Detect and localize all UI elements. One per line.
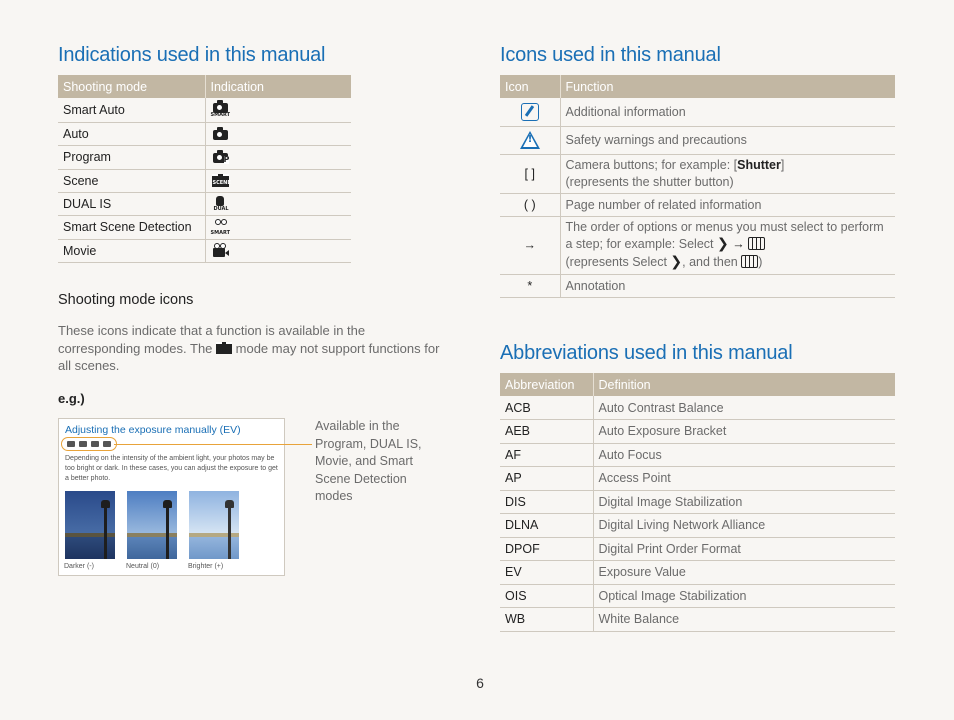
column-header: Definition [593, 373, 895, 396]
example-label: e.g.) [58, 391, 85, 406]
definition: Optical Image Stabilization [593, 584, 895, 608]
table-row [500, 98, 895, 126]
mode-name: Smart Scene Detection [58, 215, 205, 239]
chevron-right-icon: ❯ [716, 236, 729, 253]
definition: White Balance [593, 608, 895, 632]
table-header-row [500, 373, 895, 396]
abbreviation: DIS [500, 490, 593, 514]
shooting-mode-icons-heading: Shooting mode icons [58, 292, 194, 308]
abbreviation: AP [500, 467, 593, 491]
mode-name: Movie [58, 239, 205, 262]
caption-darker: Darker (-) [64, 563, 94, 570]
brighter-photo [189, 491, 239, 559]
symbol-parentheses: ( ) [500, 193, 560, 216]
definition: Digital Image Stabilization [593, 490, 895, 514]
definition: Digital Living Network Alliance [593, 514, 895, 538]
function-text: Camera buttons; for example: [Shutter] (represents the shutter button) [560, 154, 895, 193]
abbreviation: OIS [500, 584, 593, 608]
table-row [500, 467, 895, 491]
table-row [58, 169, 351, 192]
table-row [500, 420, 895, 444]
abbreviation: AEB [500, 420, 593, 444]
scene-icon [216, 342, 232, 354]
callout-line [114, 444, 312, 445]
page-number: 6 [476, 675, 484, 691]
table-row [500, 537, 895, 561]
sample-title: Adjusting the exposure manually (EV) [65, 424, 241, 436]
table-row [58, 122, 351, 145]
smart-scene-detection-icon: SMART [211, 219, 231, 235]
icons-title: Icons used in this manual [500, 44, 721, 66]
table-row [58, 192, 351, 215]
example-sample-box [58, 418, 285, 576]
caption-brighter: Brighter (+) [188, 563, 224, 570]
abbreviations-table [500, 373, 895, 632]
function-text: Page number of related information [560, 193, 895, 216]
darker-photo [65, 491, 115, 559]
shooting-mode-table [58, 75, 351, 263]
memo-icon [521, 103, 539, 121]
column-header: Shooting mode [58, 75, 205, 98]
symbol-arrow: → [500, 216, 560, 274]
shooting-mode-paragraph: These icons indicate that a function is available in the corresponding modes. The mode may not support functions for all scenes. [58, 323, 440, 373]
table-row [58, 215, 351, 239]
table-row [500, 561, 895, 585]
caption-neutral: Neutral (0) [126, 563, 160, 570]
auto-icon [211, 126, 231, 142]
definition: Digital Print Order Format [593, 537, 895, 561]
table-row [58, 98, 351, 122]
table-row [500, 274, 895, 297]
sample-mode-icons [61, 437, 117, 451]
abbreviation: ACB [500, 396, 593, 420]
column-header: Indication [205, 75, 351, 98]
function-text: Additional information [560, 98, 895, 126]
chevron-right-icon: ❯ [670, 253, 683, 270]
dual-is-icon: DUAL [211, 196, 231, 212]
table-row [500, 396, 895, 420]
definition: Exposure Value [593, 561, 895, 585]
function-text: Annotation [560, 274, 895, 297]
scene-icon: SCENE [211, 173, 231, 189]
neutral-photo [127, 491, 177, 559]
table-row [500, 608, 895, 632]
table-row [58, 145, 351, 169]
table-row [500, 514, 895, 538]
table-row [500, 154, 895, 193]
definition: Access Point [593, 467, 895, 491]
definition: Auto Exposure Bracket [593, 420, 895, 444]
table-header-row [58, 75, 351, 98]
table-row [500, 126, 895, 154]
mode-name: DUAL IS [58, 192, 205, 215]
keypad-icon [741, 255, 758, 268]
table-row [500, 193, 895, 216]
column-header: Icon [500, 75, 560, 98]
table-row [500, 584, 895, 608]
abbreviation: DLNA [500, 514, 593, 538]
column-header: Function [560, 75, 895, 98]
abbreviation: AF [500, 443, 593, 467]
function-text: The order of options or menus you must select to perform a step; for example: Select ❯ → (represents Select ❯, and then ) [560, 216, 895, 274]
table-row [500, 490, 895, 514]
definition: Auto Contrast Balance [593, 396, 895, 420]
callout-text: Available in the Program, DUAL IS, Movie, and Smart Scene Detection modes [315, 419, 422, 503]
column-header: Abbreviation [500, 373, 593, 396]
table-row [58, 239, 351, 262]
movie-icon [211, 243, 231, 259]
smart-auto-icon: SMART [211, 102, 231, 118]
indications-title: Indications used in this manual [58, 44, 326, 66]
mode-name: Scene [58, 169, 205, 192]
symbol-asterisk: * [500, 274, 560, 297]
table-row [500, 216, 895, 274]
abbreviations-title: Abbreviations used in this manual [500, 342, 793, 364]
table-header-row [500, 75, 895, 98]
mode-name: Smart Auto [58, 98, 205, 122]
keypad-icon [748, 237, 765, 250]
table-row [500, 443, 895, 467]
symbol-brackets: [ ] [500, 154, 560, 193]
definition: Auto Focus [593, 443, 895, 467]
mode-name: Program [58, 145, 205, 169]
abbreviation: DPOF [500, 537, 593, 561]
icons-table [500, 75, 895, 298]
function-text: Safety warnings and precautions [560, 126, 895, 154]
warning-icon [520, 131, 540, 149]
abbreviation: EV [500, 561, 593, 585]
sample-description: Depending on the intensity of the ambient light, your photos may be too bright or dark. In these cases, you can adjust the exposure to get a better photo. [65, 455, 278, 482]
abbreviation: WB [500, 608, 593, 632]
mode-name: Auto [58, 122, 205, 145]
program-icon: P [211, 149, 231, 165]
